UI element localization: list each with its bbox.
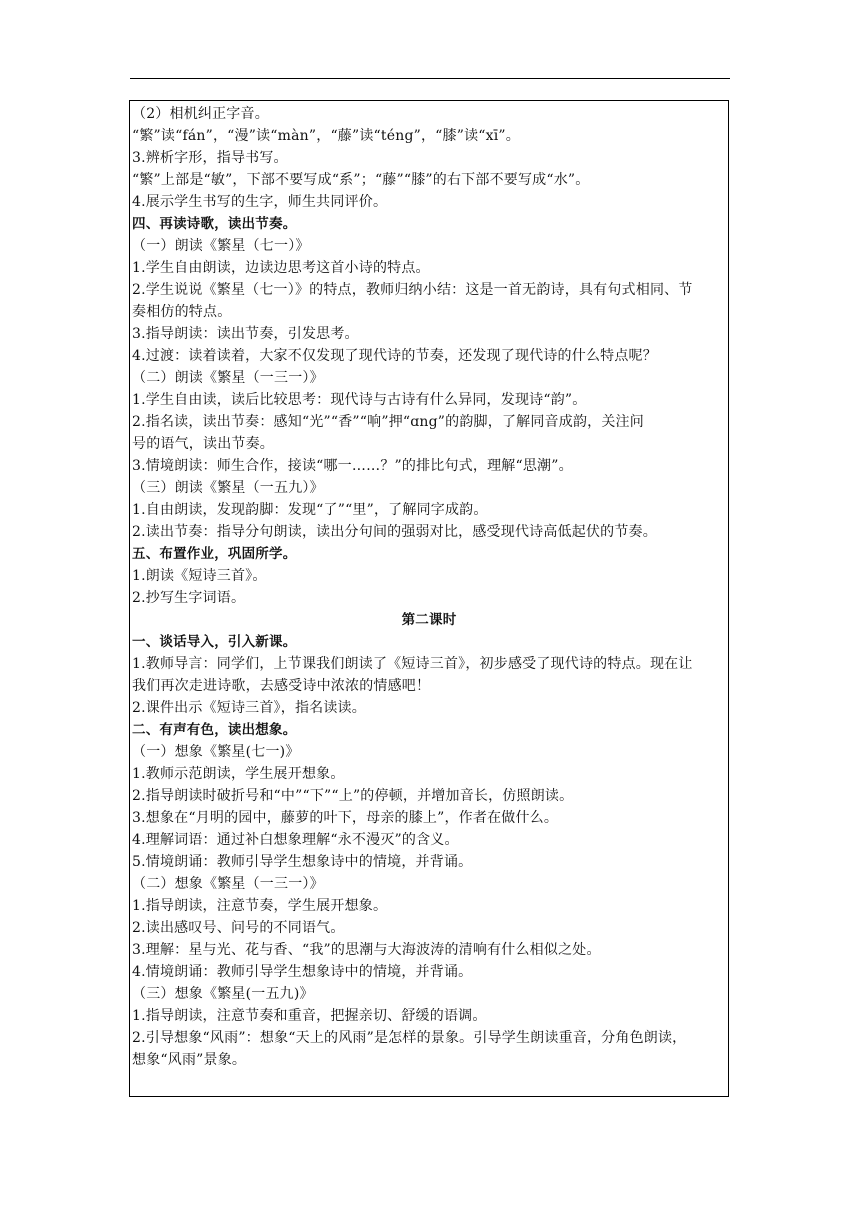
text-line: （三）朗读《繁星（一五九）》 (132, 480, 324, 496)
text-line: 4.展示学生书写的生字，师生共同评价。 (132, 194, 388, 210)
section-heading: 一、谈话导入，引入新课。 (132, 634, 297, 650)
text-line: （2）相机纠正字音。 (132, 106, 269, 122)
header-rule (130, 78, 730, 79)
text-line: 3.理解：星与光、花与香、“我”的思潮与大海波涛的清响有什么相似之处。 (132, 942, 601, 958)
text-line: 号的语气，读出节奏。 (132, 436, 274, 452)
text-line: 2.抄写生字词语。 (132, 590, 246, 606)
text-lines (132, 103, 728, 1071)
text-line: （三）想象《繁星(一五九)》 (132, 986, 314, 1002)
text-line: 5.情境朗诵：教师引导学生想象诗中的情境，并背诵。 (132, 854, 473, 870)
section-heading: 二、有声有色，读出想象。 (132, 722, 297, 738)
text-line: 2.课件出示《短诗三首》，指名读读。 (132, 700, 366, 716)
text-line: 2.读出节奏：指导分句朗读，读出分句间的强弱对比，感受现代诗高低起伏的节奏。 (132, 524, 657, 540)
text-line: 3.想象在“月明的园中，藤萝的叶下，母亲的膝上”，作者在做什么。 (132, 810, 559, 826)
text-line: 3.指导朗读：读出节奏，引发思考。 (132, 326, 359, 342)
text-line: （一）朗读《繁星（七一）》 (132, 238, 310, 254)
text-line: 2.学生说说《繁星（七一）》的特点，教师归纳小结：这是一首无韵诗，具有句式相同、节 (132, 282, 693, 298)
text-line: 2.引导想象“风雨”：想象“天上的风雨”是怎样的景象。引导学生朗读重音，分角色朗读， (132, 1030, 687, 1046)
text-line: 我们再次走进诗歌，去感受诗中浓浓的情感吧！ (132, 678, 431, 694)
text-line: 2.指名读，读出节奏：感知“光”“香”“响”押“ɑng”的韵脚，了解同音成韵，关注问 (132, 414, 644, 430)
text-line: （一）想象《繁星(七一)》 (132, 744, 300, 760)
section-heading: 第二课时 (401, 612, 457, 628)
text-line: “繁”上部是“敏”，下部不要写成“系”；“藤”“膝”的右下部不要写成“水”。 (132, 172, 590, 188)
content-table-cell (129, 100, 729, 1097)
text-line: 2.读出感叹号、问号的不同语气。 (132, 920, 345, 936)
text-line: 奏相仿的特点。 (132, 304, 232, 320)
text-line: 想象“风雨”景象。 (132, 1052, 247, 1068)
text-line: 4.过渡：读着读着，大家不仅发现了现代诗的节奏，还发现了现代诗的什么特点呢？ (132, 348, 657, 364)
text-line: 3.辨析字形，指导书写。 (132, 150, 288, 166)
section-heading: 四、再读诗歌，读出节奏。 (132, 216, 297, 232)
text-line: 1.自由朗读，发现韵脚：发现“了”“里”，了解同字成韵。 (132, 502, 488, 518)
text-line: 1.学生自由朗读，边读边思考这首小诗的特点。 (132, 260, 430, 276)
text-line: 1.指导朗读，注意节奏和重音，把握亲切、舒缓的语调。 (132, 1008, 487, 1024)
section-heading: 五、布置作业，巩固所学。 (132, 546, 297, 562)
text-line: 1.学生自由读，读后比较思考：现代诗与古诗有什么异同，发现诗“韵”。 (132, 392, 587, 408)
text-line: 1.朗读《短诗三首》。 (132, 568, 267, 584)
text-line: （二）想象《繁星（一三一）》 (132, 876, 324, 892)
text-line: “繁”读“fán”，“漫”读“màn”，“藤”读“téng”，“膝”读“xī”。 (132, 128, 520, 144)
text-line: 4.理解词语：通过补白想象理解“永不漫灭”的含义。 (132, 832, 459, 848)
text-line: 4.情境朗诵：教师引导学生想象诗中的情境，并背诵。 (132, 964, 473, 980)
text-line: （二）朗读《繁星（一三一）》 (132, 370, 324, 386)
text-line: 2.指导朗读时破折号和“中”“下”“上”的停顿，并增加音长，仿照朗读。 (132, 788, 574, 804)
text-line: 1.教师示范朗读，学生展开想象。 (132, 766, 345, 782)
text-line: 1.指导朗读，注意节奏，学生展开想象。 (132, 898, 388, 914)
text-line: 1.教师导言：同学们，上节课我们朗读了《短诗三首》，初步感受了现代诗的特点。现在让 (132, 656, 693, 672)
text-line: 3.情境朗读：师生合作，接读“哪一……？”的排比句式，理解“思潮”。 (132, 458, 573, 474)
